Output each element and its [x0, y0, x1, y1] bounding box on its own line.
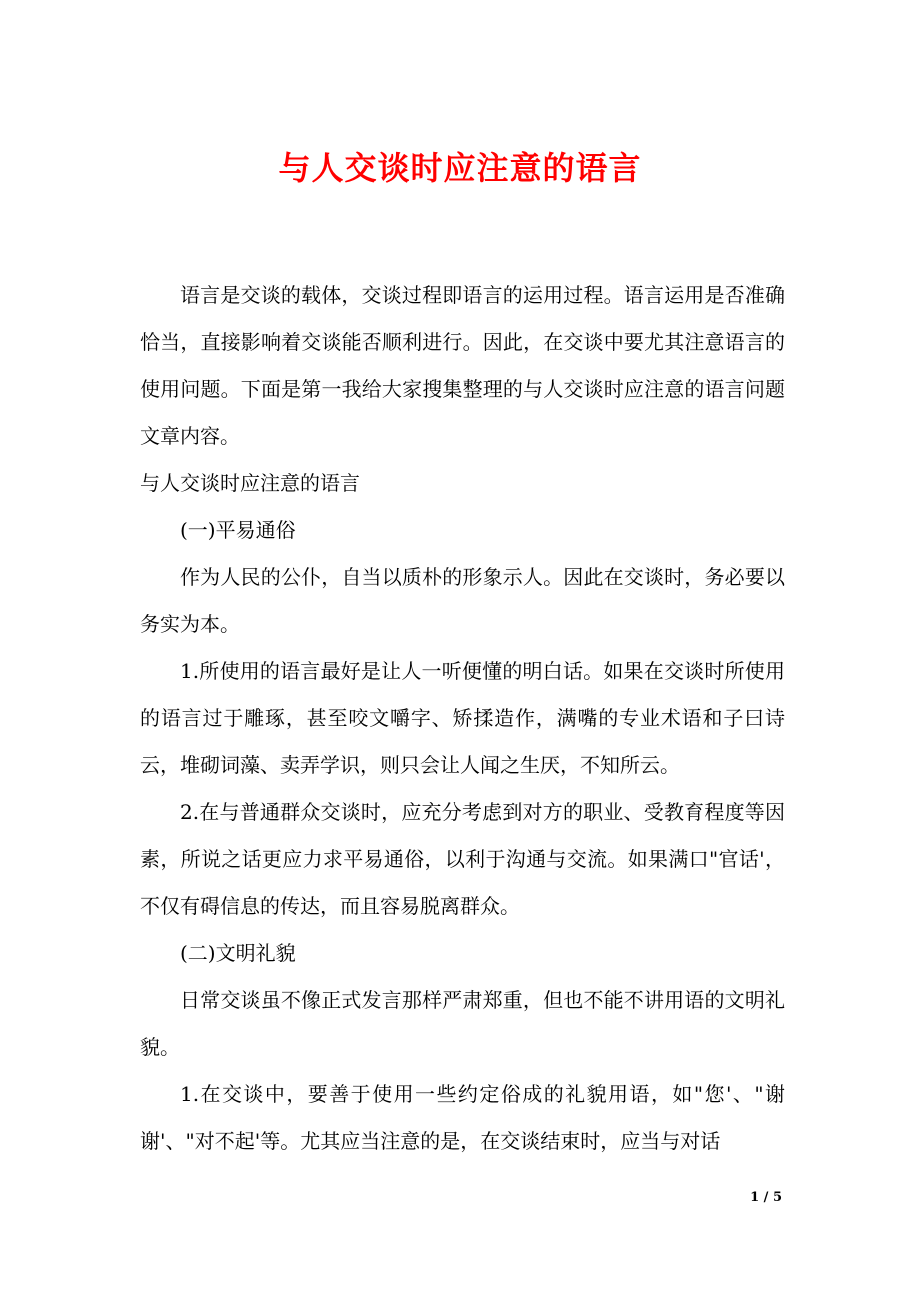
paragraph: 1.在交谈中，要善于使用一些约定俗成的礼貌用语，如"您'、"谢谢'、"对不起'等。尤其应当注意的是，在交谈结束时，应当与对话	[140, 1082, 785, 1153]
paragraph: 1.所使用的语言最好是让人一听便懂的明白话。如果在交谈时所使用的语言过于雕琢，甚至咬文嚼字、矫揉造作，满嘴的专业术语和子曰诗云，堆砌词藻、卖弄学识，则只会让人闻之生厌，不知所云。	[140, 659, 785, 777]
paragraph-intro: 语言是交谈的载体，交谈过程即语言的运用过程。语言运用是否准确恰当，直接影响着交谈能否顺利进行。因此，在交谈中要尤其注意语言的使用问题。下面是第一我给大家搜集整理的与人交谈时应注意的语言问题文章内容。	[140, 283, 785, 448]
paragraph: 作为人民的公仆，自当以质朴的形象示人。因此在交谈时，务必要以务实为本。	[140, 565, 785, 636]
page-number: 1 / 5	[750, 1190, 782, 1205]
paragraph: 2.在与普通群众交谈时，应充分考虑到对方的职业、受教育程度等因素，所说之话更应力求平易通俗，以利于沟通与交流。如果满口"官话'，不仅有碍信息的传达，而且容易脱离群众。	[140, 800, 785, 918]
document-title: 与人交谈时应注意的语言	[278, 149, 642, 187]
section-heading-1: (一)平易通俗	[180, 518, 296, 542]
paragraph: 日常交谈虽不像正式发言那样严肃郑重，但也不能不讲用语的文明礼貌。	[140, 988, 785, 1059]
section-heading-2: (二)文明礼貌	[180, 941, 296, 965]
paragraph-heading: 与人交谈时应注意的语言	[140, 471, 360, 495]
document-body	[140, 272, 785, 1165]
